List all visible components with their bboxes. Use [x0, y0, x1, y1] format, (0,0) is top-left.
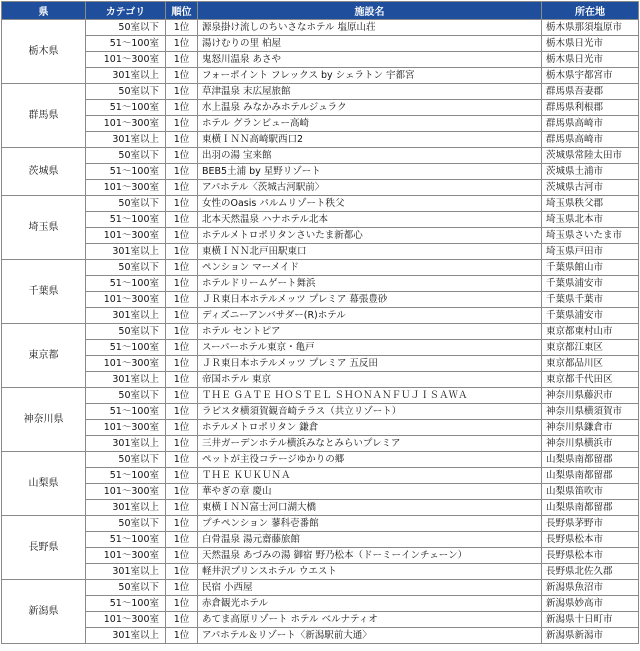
location-cell: 東京都東村山市	[542, 324, 639, 340]
prefecture-cell: 群馬県	[2, 84, 86, 148]
location-cell: 栃木県日光市	[542, 36, 639, 52]
rank-cell: 1位	[166, 260, 198, 276]
category-cell: 51～100室	[86, 596, 166, 612]
location-cell: 新潟県妙高市	[542, 596, 639, 612]
category-cell: 101～300室	[86, 228, 166, 244]
facility-name-cell: 三井ガーデンホテル横浜みなとみらいプレミア	[198, 436, 542, 452]
rank-cell: 1位	[166, 196, 198, 212]
category-cell: 50室以下	[86, 84, 166, 100]
table-row	[2, 292, 639, 308]
table-row	[2, 436, 639, 452]
facility-name-cell: 赤倉観光ホテル	[198, 596, 542, 612]
header-pref: 県	[2, 2, 86, 20]
table-row	[2, 372, 639, 388]
table-row	[2, 116, 639, 132]
prefecture-cell: 栃木県	[2, 20, 86, 84]
location-cell: 群馬県高崎市	[542, 116, 639, 132]
rank-cell: 1位	[166, 244, 198, 260]
facility-name-cell: 華やぎの章 慶山	[198, 484, 542, 500]
table-row	[2, 452, 639, 468]
location-cell: 埼玉県戸田市	[542, 244, 639, 260]
facility-name-cell: ＴＨＥ ＫＵＫＵＮＡ	[198, 468, 542, 484]
location-cell: 埼玉県秩父郡	[542, 196, 639, 212]
table-row	[2, 356, 639, 372]
rank-cell: 1位	[166, 468, 198, 484]
facility-name-cell: 湯けむりの里 柏屋	[198, 36, 542, 52]
facility-name-cell: 出羽の湯 宝来館	[198, 148, 542, 164]
category-cell: 51～100室	[86, 468, 166, 484]
location-cell: 神奈川県鎌倉市	[542, 420, 639, 436]
location-cell: 栃木県宇都宮市	[542, 68, 639, 84]
category-cell: 51～100室	[86, 212, 166, 228]
rank-cell: 1位	[166, 324, 198, 340]
table-row	[2, 532, 639, 548]
location-cell: 長野県茅野市	[542, 516, 639, 532]
table-row	[2, 580, 639, 596]
category-cell: 301室以上	[86, 436, 166, 452]
facility-name-cell: 草津温泉 末広屋旅館	[198, 84, 542, 100]
rank-cell: 1位	[166, 308, 198, 324]
table-row	[2, 212, 639, 228]
location-cell: 長野県松本市	[542, 532, 639, 548]
rank-cell: 1位	[166, 388, 198, 404]
location-cell: 茨城県土浦市	[542, 164, 639, 180]
category-cell: 50室以下	[86, 324, 166, 340]
location-cell: 埼玉県さいたま市	[542, 228, 639, 244]
category-cell: 50室以下	[86, 20, 166, 36]
category-cell: 301室以上	[86, 308, 166, 324]
category-cell: 51～100室	[86, 100, 166, 116]
table-row	[2, 164, 639, 180]
table-row	[2, 244, 639, 260]
rank-cell: 1位	[166, 452, 198, 468]
table-row	[2, 20, 639, 36]
facility-name-cell: ＪＲ東日本ホテルメッツ プレミア 五反田	[198, 356, 542, 372]
facility-name-cell: ペットが主役コテージゆかりの郷	[198, 452, 542, 468]
category-cell: 51～100室	[86, 404, 166, 420]
location-cell: 長野県松本市	[542, 548, 639, 564]
category-cell: 101～300室	[86, 52, 166, 68]
category-cell: 301室以上	[86, 132, 166, 148]
location-cell: 山梨県南都留郡	[542, 468, 639, 484]
facility-name-cell: ホテル セントピア	[198, 324, 542, 340]
rank-cell: 1位	[166, 164, 198, 180]
table-row	[2, 148, 639, 164]
category-cell: 101～300室	[86, 484, 166, 500]
facility-name-cell: 東横ＩＮＮ北戸田駅東口	[198, 244, 542, 260]
category-cell: 50室以下	[86, 452, 166, 468]
category-cell: 51～100室	[86, 164, 166, 180]
rank-cell: 1位	[166, 548, 198, 564]
facility-name-cell: 天然温泉 あづみの湯 御宿 野乃松本（ドーミーインチェーン）	[198, 548, 542, 564]
facility-name-cell: 東横ＩＮＮ富士河口湖大橋	[198, 500, 542, 516]
category-cell: 301室以上	[86, 68, 166, 84]
location-cell: 栃木県那須塩原市	[542, 20, 639, 36]
location-cell: 長野県北佐久郡	[542, 564, 639, 580]
rank-cell: 1位	[166, 420, 198, 436]
header-location: 所在地	[542, 2, 639, 20]
location-cell: 東京都江東区	[542, 340, 639, 356]
category-cell: 301室以上	[86, 564, 166, 580]
table-row	[2, 180, 639, 196]
rank-cell: 1位	[166, 36, 198, 52]
location-cell: 茨城県古河市	[542, 180, 639, 196]
rank-cell: 1位	[166, 180, 198, 196]
rank-cell: 1位	[166, 20, 198, 36]
category-cell: 50室以下	[86, 148, 166, 164]
facility-name-cell: ペンション マーメイド	[198, 260, 542, 276]
rank-cell: 1位	[166, 564, 198, 580]
location-cell: 山梨県南都留郡	[542, 500, 639, 516]
facility-name-cell: ホテルドリームゲート舞浜	[198, 276, 542, 292]
table-row	[2, 196, 639, 212]
category-cell: 51～100室	[86, 340, 166, 356]
location-cell: 神奈川県横須賀市	[542, 404, 639, 420]
prefecture-cell: 神奈川県	[2, 388, 86, 452]
prefecture-cell: 新潟県	[2, 580, 86, 644]
rank-cell: 1位	[166, 52, 198, 68]
facility-name-cell: あてま高原リゾート ホテル ベルナティオ	[198, 612, 542, 628]
rank-cell: 1位	[166, 228, 198, 244]
rank-cell: 1位	[166, 132, 198, 148]
location-cell: 群馬県利根郡	[542, 100, 639, 116]
category-cell: 301室以上	[86, 500, 166, 516]
table-row	[2, 420, 639, 436]
rank-cell: 1位	[166, 532, 198, 548]
category-cell: 301室以上	[86, 628, 166, 644]
rank-cell: 1位	[166, 404, 198, 420]
rank-cell: 1位	[166, 580, 198, 596]
facility-name-cell: ＴＨＥ ＧＡＴＥ ＨＯＳＴＥＬ ＳＨＯＮＡＮＦＵＪＩＳＡＷＡ	[198, 388, 542, 404]
location-cell: 新潟県魚沼市	[542, 580, 639, 596]
table-row	[2, 84, 639, 100]
table-row	[2, 324, 639, 340]
prefecture-cell: 茨城県	[2, 148, 86, 196]
header-category: カテゴリ	[86, 2, 166, 20]
location-cell: 群馬県高崎市	[542, 132, 639, 148]
rank-cell: 1位	[166, 116, 198, 132]
rank-cell: 1位	[166, 372, 198, 388]
category-cell: 51～100室	[86, 532, 166, 548]
rank-cell: 1位	[166, 212, 198, 228]
table-row	[2, 564, 639, 580]
location-cell: 東京都千代田区	[542, 372, 639, 388]
rank-cell: 1位	[166, 356, 198, 372]
category-cell: 51～100室	[86, 36, 166, 52]
facility-name-cell: プチペンション 蓼科壱番館	[198, 516, 542, 532]
facility-name-cell: 源泉掛け流しのちいさなホテル 塩原山荘	[198, 20, 542, 36]
table-row	[2, 52, 639, 68]
rank-cell: 1位	[166, 68, 198, 84]
table-row	[2, 388, 639, 404]
prefecture-cell: 東京都	[2, 324, 86, 388]
facility-name-cell: 鬼怒川温泉 あさや	[198, 52, 542, 68]
location-cell: 千葉県浦安市	[542, 276, 639, 292]
category-cell: 51～100室	[86, 276, 166, 292]
rank-cell: 1位	[166, 100, 198, 116]
facility-name-cell: 東横ＩＮＮ高崎駅西口2	[198, 132, 542, 148]
category-cell: 101～300室	[86, 612, 166, 628]
facility-name-cell: ホテルメトロポリタン 鎌倉	[198, 420, 542, 436]
location-cell: 群馬県吾妻郡	[542, 84, 639, 100]
category-cell: 101～300室	[86, 548, 166, 564]
rank-cell: 1位	[166, 436, 198, 452]
location-cell: 山梨県南都留郡	[542, 452, 639, 468]
category-cell: 50室以下	[86, 260, 166, 276]
rank-cell: 1位	[166, 500, 198, 516]
category-cell: 101～300室	[86, 180, 166, 196]
category-cell: 101～300室	[86, 420, 166, 436]
category-cell: 50室以下	[86, 388, 166, 404]
location-cell: 茨城県常陸太田市	[542, 148, 639, 164]
rank-cell: 1位	[166, 484, 198, 500]
table-row	[2, 404, 639, 420]
facility-name-cell: ホテル グランビュー高崎	[198, 116, 542, 132]
prefecture-cell: 埼玉県	[2, 196, 86, 260]
header-rank: 順位	[166, 2, 198, 20]
table-row	[2, 100, 639, 116]
table-row	[2, 628, 639, 644]
table-row	[2, 548, 639, 564]
facility-name-cell: アパホテル〈茨城古河駅前〉	[198, 180, 542, 196]
location-cell: 新潟県新潟市	[542, 628, 639, 644]
category-cell: 101～300室	[86, 356, 166, 372]
location-cell: 千葉県千葉市	[542, 292, 639, 308]
facility-name-cell: 女性のOasis パルムリゾート秩父	[198, 196, 542, 212]
header-name: 施設名	[198, 2, 542, 20]
category-cell: 50室以下	[86, 580, 166, 596]
table-row	[2, 516, 639, 532]
table-row	[2, 484, 639, 500]
location-cell: 新潟県十日町市	[542, 612, 639, 628]
facility-name-cell: BEB5土浦 by 星野リゾート	[198, 164, 542, 180]
facility-name-cell: 帝国ホテル 東京	[198, 372, 542, 388]
table-row	[2, 612, 639, 628]
facility-name-cell: ディズニーアンバサダー(R)ホテル	[198, 308, 542, 324]
location-cell: 栃木県日光市	[542, 52, 639, 68]
rank-cell: 1位	[166, 148, 198, 164]
table-row	[2, 340, 639, 356]
facility-name-cell: ＪＲ東日本ホテルメッツ プレミア 幕張豊砂	[198, 292, 542, 308]
table-row	[2, 500, 639, 516]
location-cell: 千葉県浦安市	[542, 308, 639, 324]
location-cell: 神奈川県横浜市	[542, 436, 639, 452]
category-cell: 50室以下	[86, 516, 166, 532]
rank-cell: 1位	[166, 516, 198, 532]
facility-name-cell: 軽井沢プリンスホテル ウエスト	[198, 564, 542, 580]
facility-name-cell: 水上温泉 みなかみホテルジュラク	[198, 100, 542, 116]
rank-cell: 1位	[166, 340, 198, 356]
table-row	[2, 308, 639, 324]
facility-name-cell: フォーポイント フレックス by シェラトン 宇都宮	[198, 68, 542, 84]
category-cell: 101～300室	[86, 116, 166, 132]
table-row	[2, 132, 639, 148]
table-row	[2, 468, 639, 484]
location-cell: 埼玉県北本市	[542, 212, 639, 228]
location-cell: 神奈川県藤沢市	[542, 388, 639, 404]
table-row	[2, 276, 639, 292]
rank-cell: 1位	[166, 628, 198, 644]
table-row	[2, 68, 639, 84]
table-body	[2, 20, 639, 644]
prefecture-cell: 長野県	[2, 516, 86, 580]
rank-cell: 1位	[166, 84, 198, 100]
prefecture-cell: 山梨県	[2, 452, 86, 516]
rank-cell: 1位	[166, 596, 198, 612]
category-cell: 101～300室	[86, 292, 166, 308]
location-cell: 千葉県館山市	[542, 260, 639, 276]
table-row	[2, 36, 639, 52]
category-cell: 50室以下	[86, 196, 166, 212]
rank-cell: 1位	[166, 292, 198, 308]
facility-name-cell: ホテルメトロポリタンさいたま新都心	[198, 228, 542, 244]
facility-name-cell: ラビスタ横須賀観音崎テラス（共立リゾート）	[198, 404, 542, 420]
facility-name-cell: 白骨温泉 湯元齋藤旅館	[198, 532, 542, 548]
facility-name-cell: 北本天然温泉 ハナホテル北本	[198, 212, 542, 228]
facility-name-cell: アパホテル＆リゾート〈新潟駅前大通〉	[198, 628, 542, 644]
table-row	[2, 228, 639, 244]
rank-cell: 1位	[166, 612, 198, 628]
category-cell: 301室以上	[86, 244, 166, 260]
ranking-table	[1, 1, 639, 644]
category-cell: 301室以上	[86, 372, 166, 388]
table-row	[2, 596, 639, 612]
prefecture-cell: 千葉県	[2, 260, 86, 324]
location-cell: 東京都品川区	[542, 356, 639, 372]
facility-name-cell: スーパーホテル東京・亀戸	[198, 340, 542, 356]
table-row	[2, 260, 639, 276]
table-header-row	[2, 2, 639, 20]
location-cell: 山梨県笛吹市	[542, 484, 639, 500]
facility-name-cell: 民宿 小西屋	[198, 580, 542, 596]
rank-cell: 1位	[166, 276, 198, 292]
